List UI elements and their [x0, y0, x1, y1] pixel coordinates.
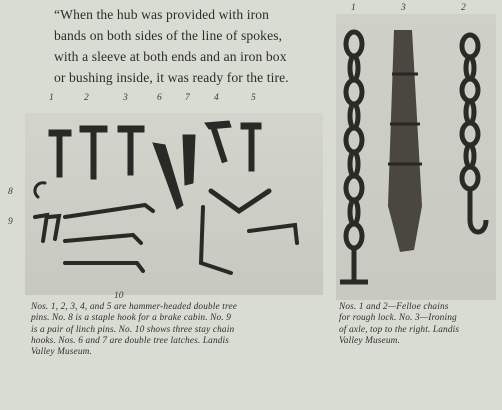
- figure-number: 1: [351, 3, 356, 13]
- figure-number: 8: [8, 187, 13, 197]
- chains-axle-illustration: [336, 14, 496, 300]
- chains-axle-photo: [336, 14, 496, 300]
- caption-line: Valley Museum.: [339, 335, 400, 346]
- quote-line: “When the hub was provided with iron: [54, 7, 270, 22]
- figure-number: 3: [123, 93, 128, 103]
- quote-line: bands on both sides of the line of spokes,: [54, 28, 283, 43]
- caption-line: Nos. 1 and 2—Felloe chains: [339, 302, 449, 312]
- axle-iron: [388, 30, 422, 252]
- figure-number: 9: [8, 217, 13, 227]
- caption-line: pins. No. 8 is a staple hook for a brake cabin. No. 9: [31, 313, 232, 324]
- hardware-illustration: [25, 113, 323, 295]
- figure-number: 5: [251, 93, 256, 103]
- latch: [153, 143, 183, 209]
- figure-number: 4: [214, 93, 219, 103]
- figure-number: 10: [114, 291, 124, 301]
- figure-number: 3: [401, 3, 406, 13]
- caption-line: hooks. Nos. 6 and 7 are double tree latches. Landis: [31, 335, 230, 346]
- hardware-photo: [25, 113, 323, 295]
- caption-line: for rough lock. No. 3—Ironing: [339, 313, 457, 324]
- left-caption: [31, 302, 315, 358]
- figure-number: 2: [461, 3, 466, 13]
- caption-line: Valley Museum.: [31, 347, 92, 358]
- caption-line: of axle, top to the right. Landis: [339, 324, 460, 335]
- quote-line: with a sleeve at both ends and an iron box: [54, 49, 287, 64]
- quote-line: or bushing inside, it was ready for the tire.: [54, 70, 289, 85]
- pin-shank: [57, 133, 62, 177]
- figure-number: 6: [157, 93, 162, 103]
- quote-paragraph: [54, 4, 322, 88]
- right-caption: [339, 302, 499, 347]
- caption-line: is a pair of linch pins. No. 10 shows three stay chain: [31, 324, 235, 335]
- caption-line: Nos. 1, 2, 3, 4, and 5 are hammer-headed double tree: [31, 302, 238, 312]
- figure-number: 1: [49, 93, 54, 103]
- figure-number: 7: [185, 93, 190, 103]
- figure-number: 2: [84, 93, 89, 103]
